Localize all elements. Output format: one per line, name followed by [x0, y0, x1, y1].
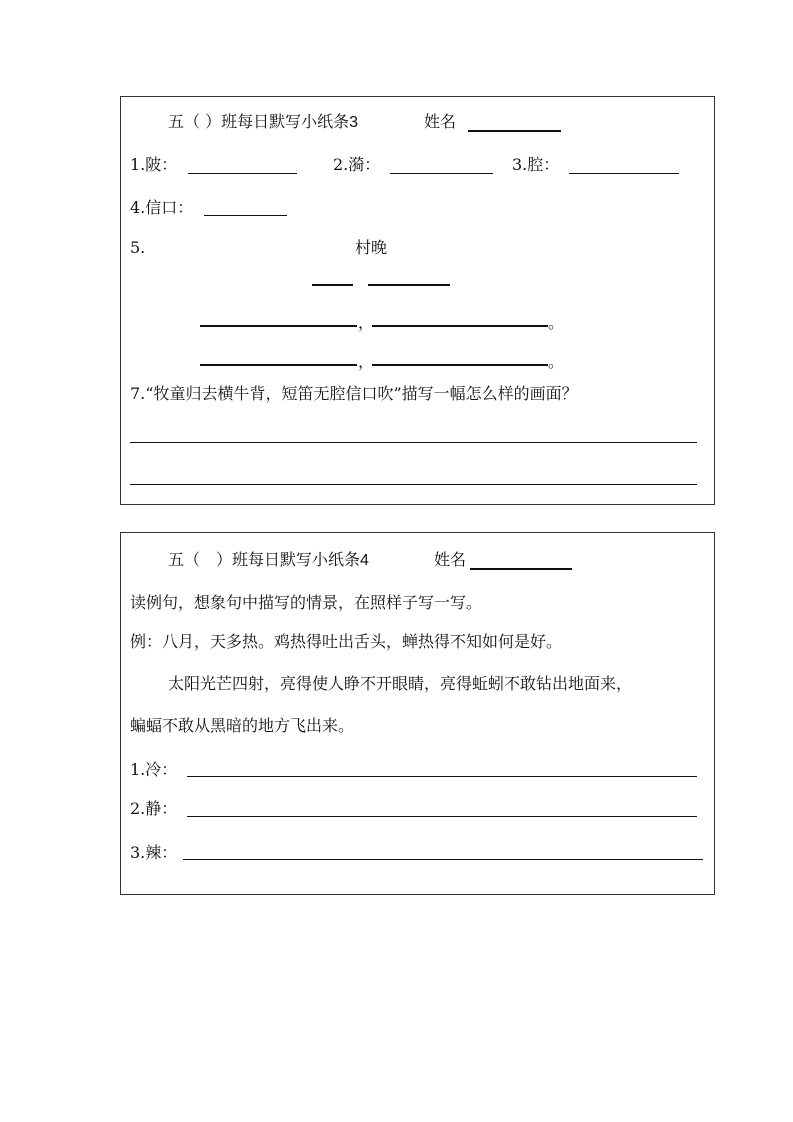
card4-instruction: 读例句，想象句中描写的情景，在照样子写一写。	[130, 593, 483, 612]
card4-passage-line1: 太阳光芒四射，亮得使人睁不开眼睛，亮得蚯蚓不敢钻出地面来，	[168, 674, 633, 693]
card3-q7: 7.“牧童归去横牛背，短笛无腔信口吹”描写一幅怎么样的画面？	[130, 384, 578, 403]
card4-example: 例：八月，天多热。鸡热得吐出舌头，蝉热得不知如何是好。	[130, 632, 563, 651]
card3-name-blank[interactable]	[468, 130, 561, 132]
card4-q1: 1.冷：	[130, 760, 178, 779]
card3-q5: 5.	[130, 238, 146, 257]
card3-q1-blank[interactable]	[188, 173, 297, 174]
card3-q4-blank[interactable]	[204, 215, 287, 216]
poem-line1b-blank[interactable]	[372, 325, 548, 327]
poem-line2b-blank[interactable]	[372, 364, 548, 366]
card3-q7-answer-line2[interactable]	[130, 484, 697, 485]
card3-q3: 3.腔：	[512, 155, 560, 174]
card4-q3: 3.辣：	[130, 843, 178, 862]
comma: ，	[358, 352, 375, 371]
card4-name-blank[interactable]	[470, 568, 572, 570]
card3-q2-blank[interactable]	[390, 173, 493, 174]
poem-line1a-blank[interactable]	[200, 325, 357, 327]
dictation-card-3	[120, 96, 715, 505]
dictation-card-4	[120, 532, 715, 895]
card3-title: 五（ ）班每日默写小纸条3	[168, 112, 358, 131]
card4-q2: 2.静：	[130, 799, 178, 818]
card3-q7-answer-line1[interactable]	[130, 442, 697, 443]
period: 。	[548, 352, 565, 371]
card3-q4: 4.信口：	[130, 198, 194, 217]
card3-q3-blank[interactable]	[569, 173, 679, 174]
card3-q1: 1.陂：	[130, 155, 178, 174]
poem-title: 村晚	[355, 238, 388, 257]
comma: ，	[358, 313, 375, 332]
period: 。	[548, 313, 565, 332]
card4-title: 五（ ）班每日默写小纸条4	[168, 550, 369, 569]
card4-name-label: 姓名	[434, 550, 467, 569]
card4-q3-blank[interactable]	[183, 859, 703, 860]
card4-q1-blank[interactable]	[187, 776, 697, 777]
card3-name-label: 姓名	[424, 112, 457, 131]
poem-line2a-blank[interactable]	[200, 364, 357, 366]
card4-passage-line2: 蝙蝠不敢从黑暗的地方飞出来。	[130, 716, 355, 735]
card4-q2-blank[interactable]	[187, 816, 697, 817]
card3-q2: 2.漪：	[333, 155, 381, 174]
poem-author-blank[interactable]	[368, 284, 450, 286]
poem-dynasty-blank[interactable]	[312, 284, 353, 286]
